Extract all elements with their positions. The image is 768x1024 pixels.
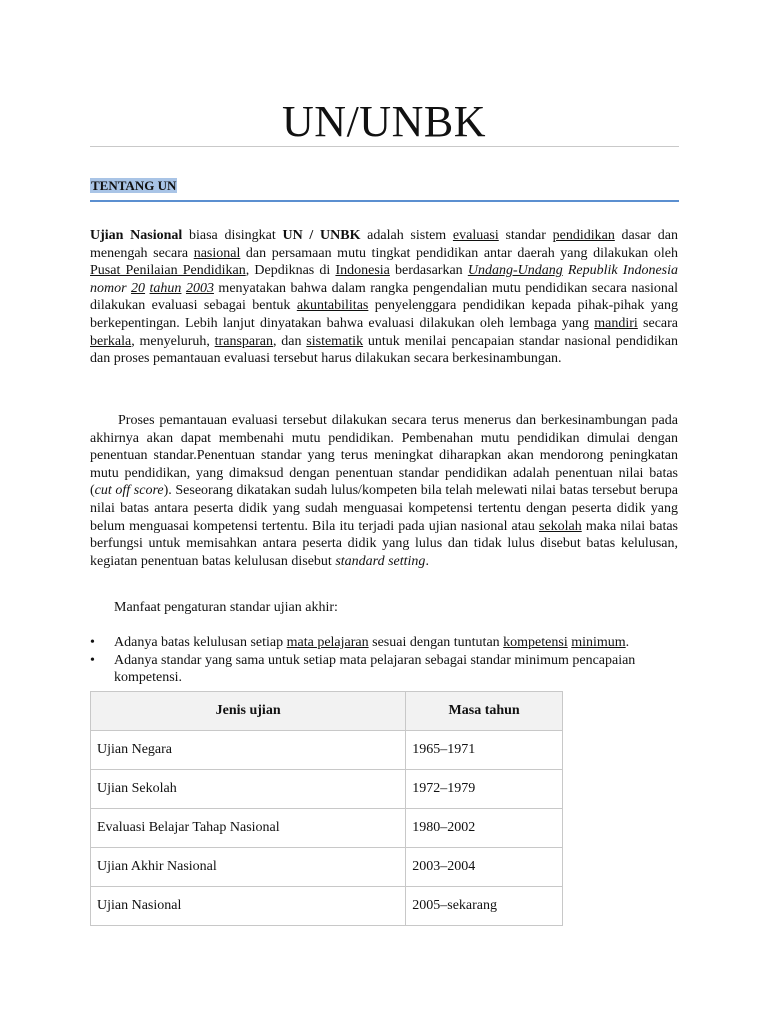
section-heading (90, 178, 177, 194)
text-run: dasar dan menengah secara (90, 228, 678, 261)
link-transparan[interactable]: transparan (214, 333, 273, 349)
link-tahun[interactable]: tahun (149, 280, 182, 296)
text-run: ). Seseorang dikatakan sudah lulus/kompeten bila telah melewati nilai batas tersebut berupa nilai batas antara peserta didik yang sudah menguasai kompetensi tertentu dengan peserta didik yang belum menguasai kompetensi tertentu. Bila itu terjadi pada ujian nasional atau (90, 483, 678, 534)
term-cut-off-score: cut off score (94, 483, 164, 499)
table-header-row (91, 692, 563, 731)
link-akuntabilitas[interactable]: akuntabilitas (296, 298, 369, 314)
text-run: Adanya standar yang sama untuk setiap mata pelajaran sebagai standar minimum pencapaian kompetensi. (114, 652, 636, 686)
list-item (90, 652, 678, 687)
text-run: Adanya batas kelulusan setiap (114, 635, 287, 650)
table-cell: Ujian Akhir Nasional (91, 848, 406, 887)
table-row (91, 770, 563, 809)
text-run: sesuai dengan tuntutan (368, 635, 504, 650)
text-run: , Depdiknas di (245, 263, 336, 279)
table-row (91, 848, 563, 887)
term-un-unbk: UN / UNBK (282, 228, 361, 243)
link-evaluasi[interactable]: evaluasi (452, 228, 499, 243)
text-run: maka nilai batas berfungsi untuk memisahkan antara peserta didik yang lulus dan tidak lulus disebut batas kelulusan, kegiatan penentuan batas kelulusan disebut (90, 518, 679, 569)
text-run: menyatakan bahwa dalam rangka pengendalian mutu pendidikan secara nasional dilakukan evaluasi sebagai bentuk (90, 280, 679, 314)
bullet-icon: • (90, 635, 95, 650)
body-paragraph (90, 412, 678, 570)
intro-paragraph (90, 227, 678, 368)
text-run: biasa disingkat (182, 228, 283, 243)
text-run: standar (498, 228, 553, 243)
table-cell: 2003–2004 (406, 848, 563, 887)
text-run: dan persamaan mutu tingkat pendidikan antar daerah yang dilakukan oleh (240, 245, 679, 261)
benefits-list (90, 634, 678, 687)
link-20[interactable]: 20 (131, 280, 146, 296)
link-sistematik[interactable]: sistematik (306, 333, 364, 349)
link-pusat-penilaian-pendidikan[interactable]: Pusat Penilaian Pendidikan (90, 263, 246, 279)
text-run: untuk menilai pencapaian standar nasional pendidikan dan proses pemantauan evaluasi tersebut harus dilakukan secara berkesinambungan. (90, 333, 678, 367)
link-sekolah[interactable]: sekolah (538, 518, 582, 534)
table-cell: Ujian Nasional (91, 887, 406, 926)
link-indonesia[interactable]: Indonesia (335, 263, 390, 279)
text-run: , menyeluruh, (131, 333, 215, 349)
exam-history-table (90, 691, 563, 926)
table-cell: 1980–2002 (406, 809, 563, 848)
section-heading-text: TENTANG UN (91, 178, 177, 193)
text-run: . (625, 635, 630, 650)
text-run: Republik Indonesia nomor (90, 263, 678, 296)
link-berkala[interactable]: berkala (90, 333, 132, 349)
table-cell: 1965–1971 (406, 731, 563, 770)
list-item (90, 634, 678, 652)
column-header-masa-tahun: Masa tahun (406, 692, 563, 731)
column-header-jenis-ujian: Jenis ujian (91, 692, 406, 731)
term-ujian-nasional: Ujian Nasional (90, 228, 183, 243)
term-standard-setting: standard setting (335, 553, 426, 569)
link-undang-undang[interactable]: Undang-Undang (467, 263, 563, 279)
page-title: UN/UNBK (282, 97, 486, 146)
text-run: berdasarkan (389, 263, 468, 279)
text-run: Proses pemantauan evaluasi tersebut dilakukan secara terus menerus dan berkesinambungan pada akhirnya akan dapat membenahi mutu pendidikan. Pembenahan mutu pendidikan dimulai dengan penentuan standar.Penentuan standar yang terus meningkat diharapkan akan mendorong peningkatan mutu pendidikan, yang dimaksud dengan penentuan standar pendidikan adalah penentuan nilai batas ( (90, 413, 678, 499)
table-cell: Evaluasi Belajar Tahap Nasional (91, 809, 406, 848)
link-nasional[interactable]: nasional (193, 245, 241, 261)
benefits-intro: Manfaat pengaturan standar ujian akhir: (114, 600, 338, 615)
table-row (91, 809, 563, 848)
text-run: secara (637, 315, 679, 331)
text-run: penyelenggara pendidikan kepada pihak-pihak yang berkepentingan. Lebih lanjut dinyatakan bahwa evaluasi dilakukan oleh lembaga yang (90, 298, 678, 331)
link-minimum[interactable]: minimum (571, 635, 626, 650)
table-cell: 1972–1979 (406, 770, 563, 809)
text-run: adalah sistem (360, 228, 453, 243)
table-cell: 2005–sekarang (406, 887, 563, 926)
table-cell: Ujian Sekolah (91, 770, 406, 809)
bullet-icon: • (90, 652, 95, 668)
table-row (91, 731, 563, 770)
link-pendidikan[interactable]: pendidikan (552, 228, 615, 243)
section-divider (90, 200, 679, 202)
title-divider (90, 146, 679, 147)
link-mandiri[interactable]: mandiri (594, 315, 638, 331)
table-cell: Ujian Negara (91, 731, 406, 770)
text-run: . (425, 553, 429, 569)
link-mata-pelajaran[interactable]: mata pelajaran (286, 635, 369, 650)
table-row (91, 887, 563, 926)
text-run: , dan (272, 333, 307, 349)
link-kompetensi[interactable]: kompetensi (503, 635, 568, 650)
link-2003[interactable]: 2003 (185, 280, 214, 296)
